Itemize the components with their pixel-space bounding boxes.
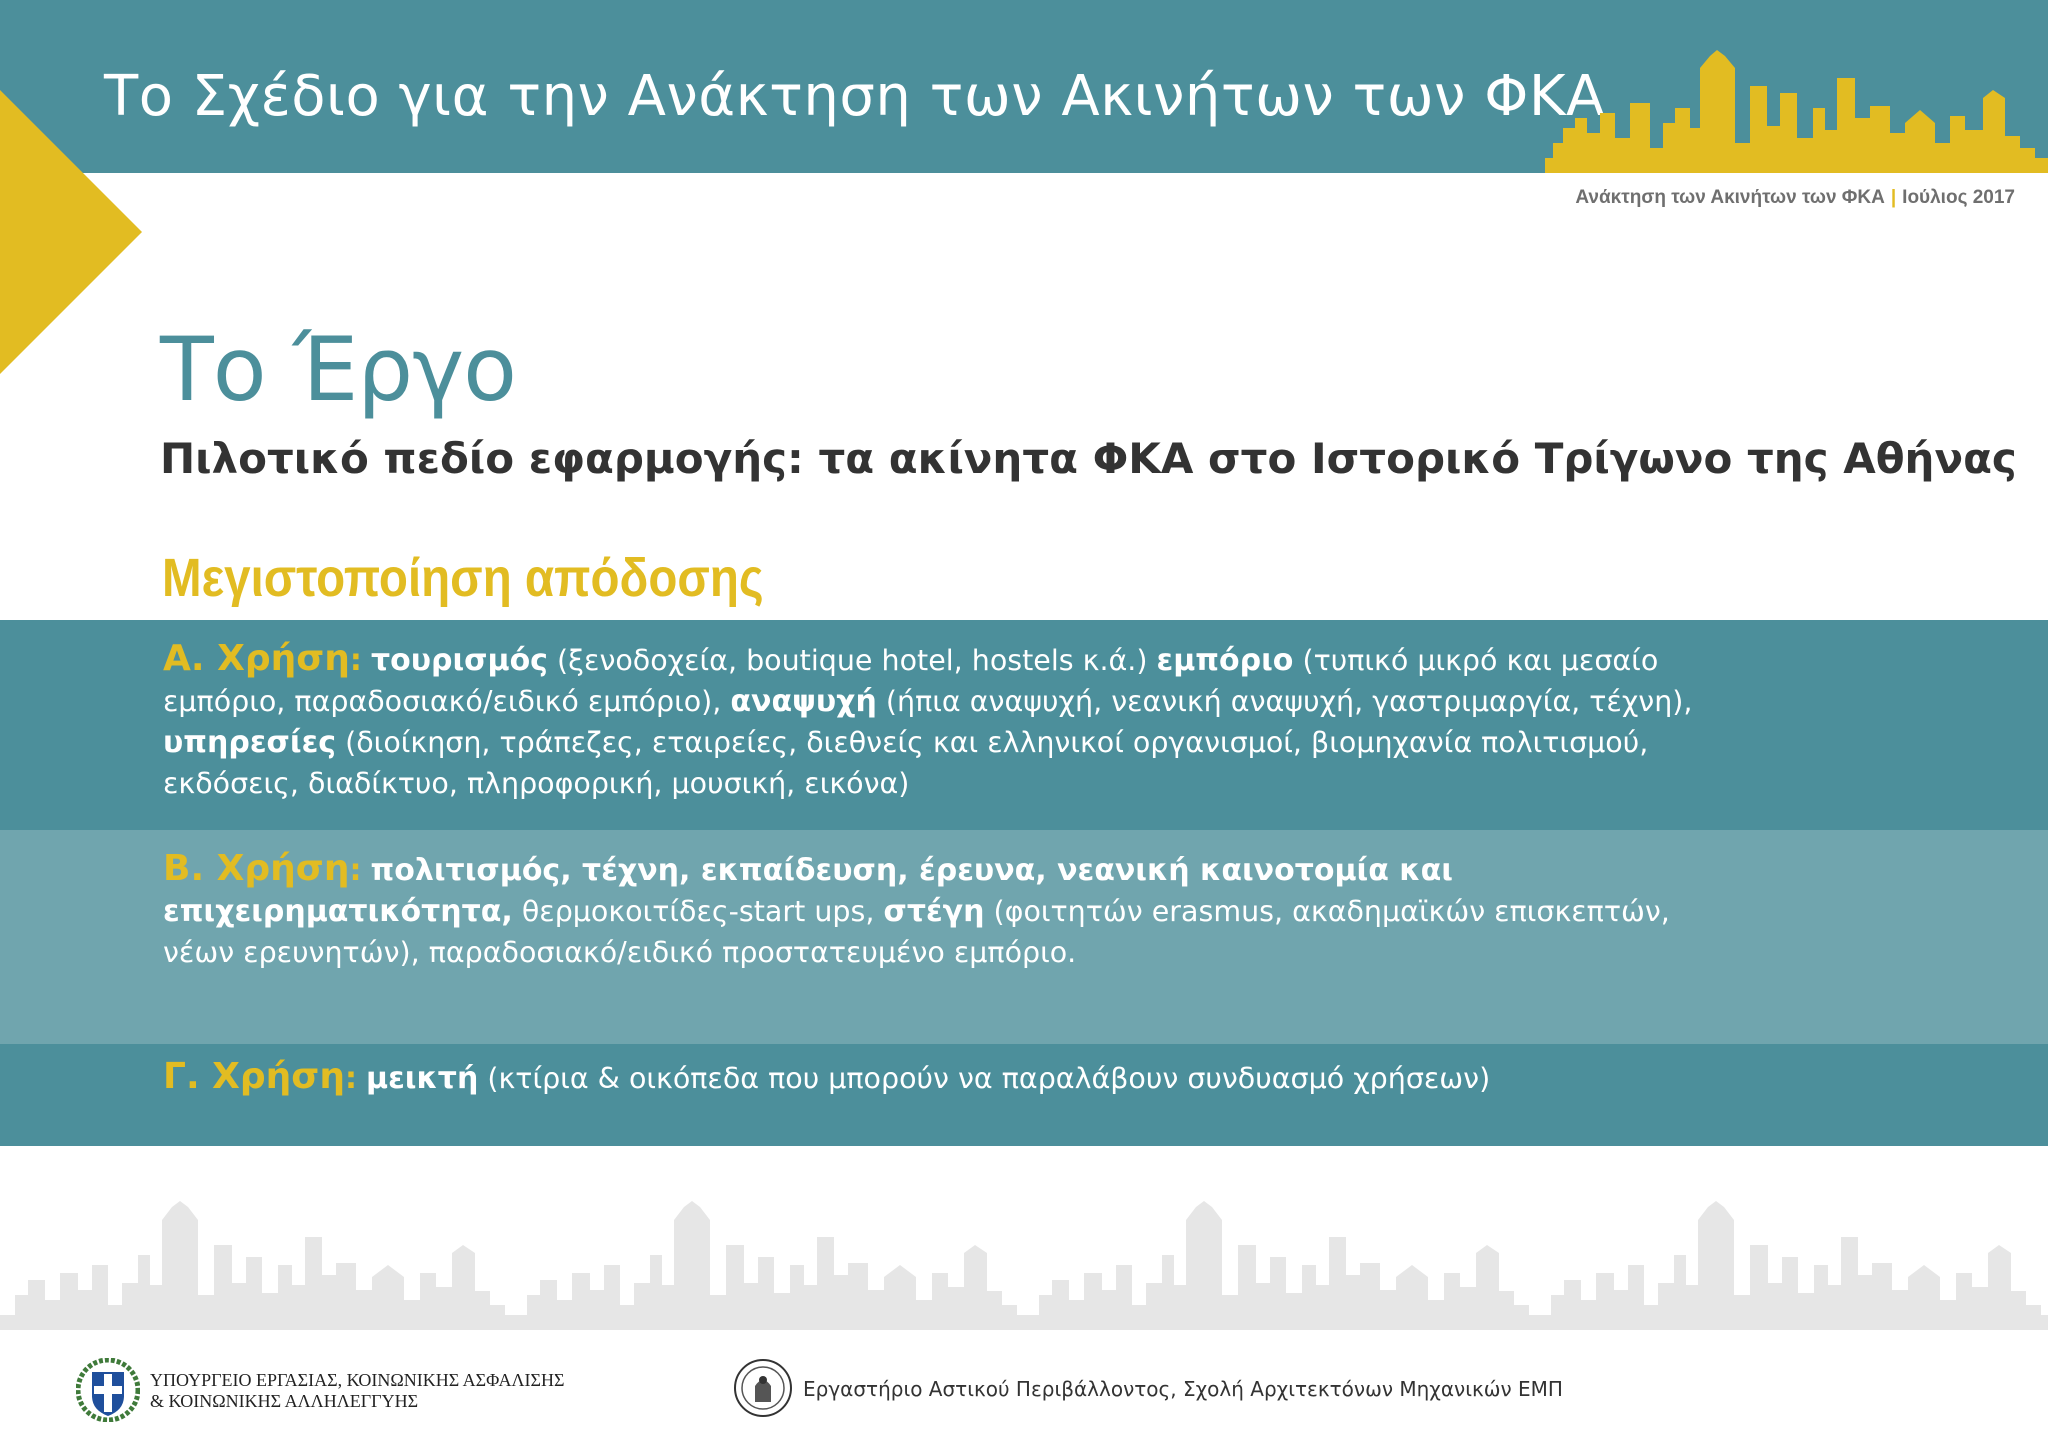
use-a-keyword-commerce: εμπόριο [1156,643,1294,678]
use-a-label: Α. Χρήση [163,638,350,679]
header-meta [1575,187,2015,209]
footer [0,1340,2048,1448]
use-a-text [163,638,1723,804]
page-title: Το Έργο [160,318,516,421]
use-c-label: Γ. Χρήση [163,1056,345,1097]
skyline-background-icon [0,1195,2048,1330]
use-a-text-4: (διοίκηση, τράπεζες, εταιρείες, διεθνείς και ελληνικοί οργανισμοί, βιομηχανία πολιτισμού, εκδόσεις, διαδίκτυο, πληροφορική, μουσική, εικόνα) [163,726,1649,800]
header-bar [0,0,2048,173]
use-c-text-1: (κτίρια & οικόπεδα που μπορούν να παραλάβουν συνδυασμό χρήσεων) [478,1062,1491,1095]
ministry-line-1: ΥΠΟΥΡΓΕΙΟ ΕΡΓΑΣΙΑΣ, ΚΟΙΝΩΝΙΚΗΣ ΑΣΦΑΛΙΣΗΣ [150,1370,565,1390]
ministry-name [150,1370,564,1412]
use-band-b [0,830,2048,1044]
section-heading: Μεγιστοποίηση απόδοσης [162,548,764,608]
use-b-text-1: θερμοκοιτίδες-start ups, [512,895,884,928]
use-a-keyword-tourism: τουρισμός [370,643,548,678]
use-c-keyword-mixed: μεικτή [366,1061,479,1096]
use-c-text [163,1056,1723,1099]
use-b-colon: : [349,853,362,888]
use-a-keyword-services: υπηρεσίες [163,725,337,760]
use-b-label: Β. Χρήση [163,848,350,889]
ntua-seal-icon [733,1358,793,1418]
ministry-line-2: & ΚΟΙΝΩΝΙΚΗΣ ΑΛΛΗΛΕΓΓΥΗΣ [150,1391,419,1411]
use-c-colon: : [344,1061,357,1096]
meta-separator: | [1890,187,1897,208]
use-a-text-1: (ξενοδοχεία, boutique hotel, hostels κ.ά.) [547,644,1157,677]
city-skyline-icon [1545,48,2048,173]
use-a-keyword-recreation: αναψυχή [730,684,877,719]
meta-project: Ανάκτηση των Ακινήτων των ΦΚΑ [1575,187,1885,208]
use-a-colon: : [349,643,362,678]
use-b-keyword-housing: στέγη [883,894,985,929]
use-b-text [163,848,1723,973]
use-b-text-2: (φοιτητών erasmus, ακαδημαϊκών επισκεπτών, νέων ερευνητών), παραδοσιακό/ειδικό προστατευμένο εμπόριο. [163,895,1670,969]
use-band-c [0,1044,2048,1146]
use-a-text-3: (ήπια αναψυχή, νεανική αναψυχή, γαστριμαργία, τέχνη), [876,685,1693,718]
header-title: Το Σχέδιο για την Ανάκτηση των Ακινήτων των ΦΚΑ [104,64,1605,129]
lab-name: Εργαστήριο Αστικού Περιβάλλοντος, Σχολή Αρχιτεκτόνων Μηχανικών ΕΜΠ [803,1377,1563,1401]
greek-coat-of-arms-icon [76,1358,140,1422]
page-subtitle: Πιλοτικό πεδίο εφαρμογής: τα ακίνητα ΦΚΑ στο Ιστορικό Τρίγωνο της Αθήνας [160,434,2017,483]
use-a-text-2: (τυπικό μικρό και μεσαίο εμπόριο, παραδοσιακό/ειδικό εμπόριο), [163,644,1659,718]
use-band-a [0,620,2048,830]
meta-date: Ιούλιος 2017 [1902,187,2015,208]
use-b-keyword-culture: πολιτισμός, τέχνη, εκπαίδευση, έρευνα, νεανική καινοτομία και επιχειρηματικότητα, [163,853,1453,929]
